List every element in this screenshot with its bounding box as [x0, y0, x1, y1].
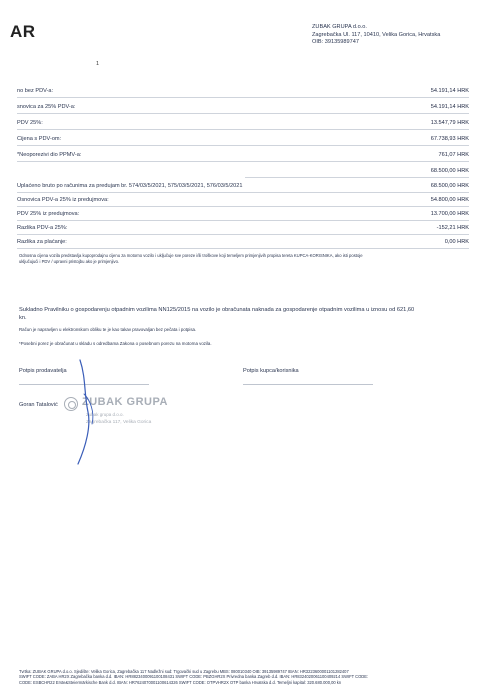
company-address: Zagrebačka Ul. 117, 10410, Velika Gorica, Hrvatska	[312, 31, 441, 38]
row-divider	[17, 113, 469, 114]
row-divider	[17, 192, 469, 193]
stamp-line: Zubak grupa d.o.o.	[86, 412, 124, 417]
summary-row-net-price	[17, 86, 469, 98]
regulation-line: Sukladno Pravilniku o gospodarenju otpadnim vozilima NN125/2015 na vozilo je obračunata naknada za gospodarenje otpadnim vozilima u iznosu od 621,60	[19, 307, 415, 313]
row-divider	[17, 129, 469, 130]
row-value: 68.500,00 HRK	[430, 168, 469, 174]
advance-row-vat-base	[17, 195, 469, 207]
row-value: -152,21 HRK	[436, 225, 469, 231]
company-oib: OIB: 39135989747	[312, 39, 359, 46]
row-value: 0,00 HRK	[444, 239, 469, 245]
company-info	[312, 24, 440, 47]
footer-line: SWIFT CODE: ZABA HR2X Zagrebačka banka d.d. IBAN: HR8823400091100108431 SWIFT CODE: PBZGHR2X Privredna banka Zagreb d.d. IBAN: HR8324020061100409214 SWIFT CODE:	[19, 674, 369, 680]
company-stamp	[62, 395, 202, 439]
advance-row-paid	[17, 181, 469, 193]
row-divider	[17, 145, 469, 146]
row-value: 54.191,14 HRK	[430, 88, 469, 94]
document-title-fragment: AR	[10, 22, 36, 41]
row-value: 68.500,00 HRK	[430, 183, 469, 189]
row-label: Uplaćeno bruto po računima za predujam br. 574/03/5/2021, 575/03/5/2021, 576/03/5/2021	[17, 183, 243, 189]
electronic-invoice-remark: Račun je napravljen u elektronskom obliku te je kao takav pravovaljan bez pečata i potpisa.	[19, 327, 197, 332]
row-divider	[17, 248, 469, 249]
footer-line: CODE: ESBCHR22 Erste&Steiermärkische Bank d.d. IBAN: HR7624070001100614326 SWIFT CODE: OTPVHR2X OTP banka Hrvatska d.d. Temeljni kapital: 320.680.000,00 kn	[19, 679, 342, 685]
page-number: 1	[96, 61, 100, 67]
advance-row-vat-difference	[17, 223, 469, 235]
summary-row-price-with-vat	[17, 134, 469, 146]
price-note	[19, 253, 469, 265]
page-footer	[19, 669, 479, 685]
stamp-line: Zagrebačka 117, Velika Gorica	[86, 420, 152, 425]
row-value: 13.547,79 HRK	[430, 120, 469, 126]
row-value: 761,07 HRK	[438, 152, 469, 158]
advance-row-vat	[17, 209, 469, 221]
seller-signature-line	[19, 384, 149, 385]
row-divider	[17, 206, 469, 207]
company-name: ZUBAK GRUPA d.o.o.	[312, 24, 367, 30]
seller-name: Goran Tatalović	[19, 402, 58, 408]
buyer-signature-label: Potpis kupca/korisnika	[243, 368, 299, 374]
buyer-signature-line	[243, 384, 373, 385]
summary-row-vat	[17, 118, 469, 130]
special-tax-remark: *Posebni porez je obračunat u skladu s odredbama Zakona o posebnom porezu na motorna vozila.	[19, 341, 212, 346]
summary-row-ppmv	[17, 150, 469, 162]
row-label: PDV 25% iz predujmova:	[17, 211, 80, 217]
advance-row-payment-difference	[17, 237, 469, 249]
row-value: 54.800,00 HRK	[430, 197, 469, 203]
row-divider	[17, 220, 469, 221]
row-divider	[17, 234, 469, 235]
row-label: snovica za 25% PDV-a:	[17, 104, 76, 110]
row-label: PDV 25%:	[17, 120, 43, 126]
row-label: Cijena s PDV-om:	[17, 136, 62, 142]
row-divider	[245, 177, 469, 178]
seller-signature-label: Potpis prodavatelja	[19, 368, 67, 374]
row-divider	[17, 161, 469, 162]
stamp-name: ZUBAK GRUPA	[82, 396, 168, 408]
footer-line: Tvrtka: ZUBAK GRUPA d.o.o. Sjedište: Velika Gorica, Zagrebačka 117 Nadležni sud: Trgovački sud u Zagrebu MBS: 080010340 OIB: 39135989747 IBAN: HR3223600001101282407	[19, 669, 349, 674]
row-label: Razlika za plaćanje:	[17, 239, 67, 245]
row-label: Razlika PDV-a 25%:	[17, 225, 68, 231]
regulation-line: kn.	[19, 315, 27, 321]
row-label: no bez PDV-a:	[17, 88, 54, 94]
row-value: 13.700,00 HRK	[430, 211, 469, 217]
row-value: 67.738,93 HRK	[430, 136, 469, 142]
price-note-line: Odnosna cijena vozila predstavlja kupoprodajnu cijenu za motorno vozilo i uključuje sve poreze i/ili troškove koji temeljem primjenjivih propisa tereta KUPCA-KORISNIKA, ako isti postoje	[19, 253, 363, 258]
row-label: Osnovica PDV-a 25% iz predujmova:	[17, 197, 109, 203]
row-divider	[17, 97, 469, 98]
price-note-line: uključujući i PDV / upravni pristojbu ako je primjenjivo.	[19, 259, 120, 265]
row-label: *Neoporezivi dio PPMV-a:	[17, 152, 82, 158]
regulation-text	[19, 306, 469, 322]
summary-row-vat-base	[17, 102, 469, 114]
summary-row-total	[17, 166, 469, 178]
stamp-logo-icon	[64, 397, 78, 411]
row-value: 54.191,14 HRK	[430, 104, 469, 110]
